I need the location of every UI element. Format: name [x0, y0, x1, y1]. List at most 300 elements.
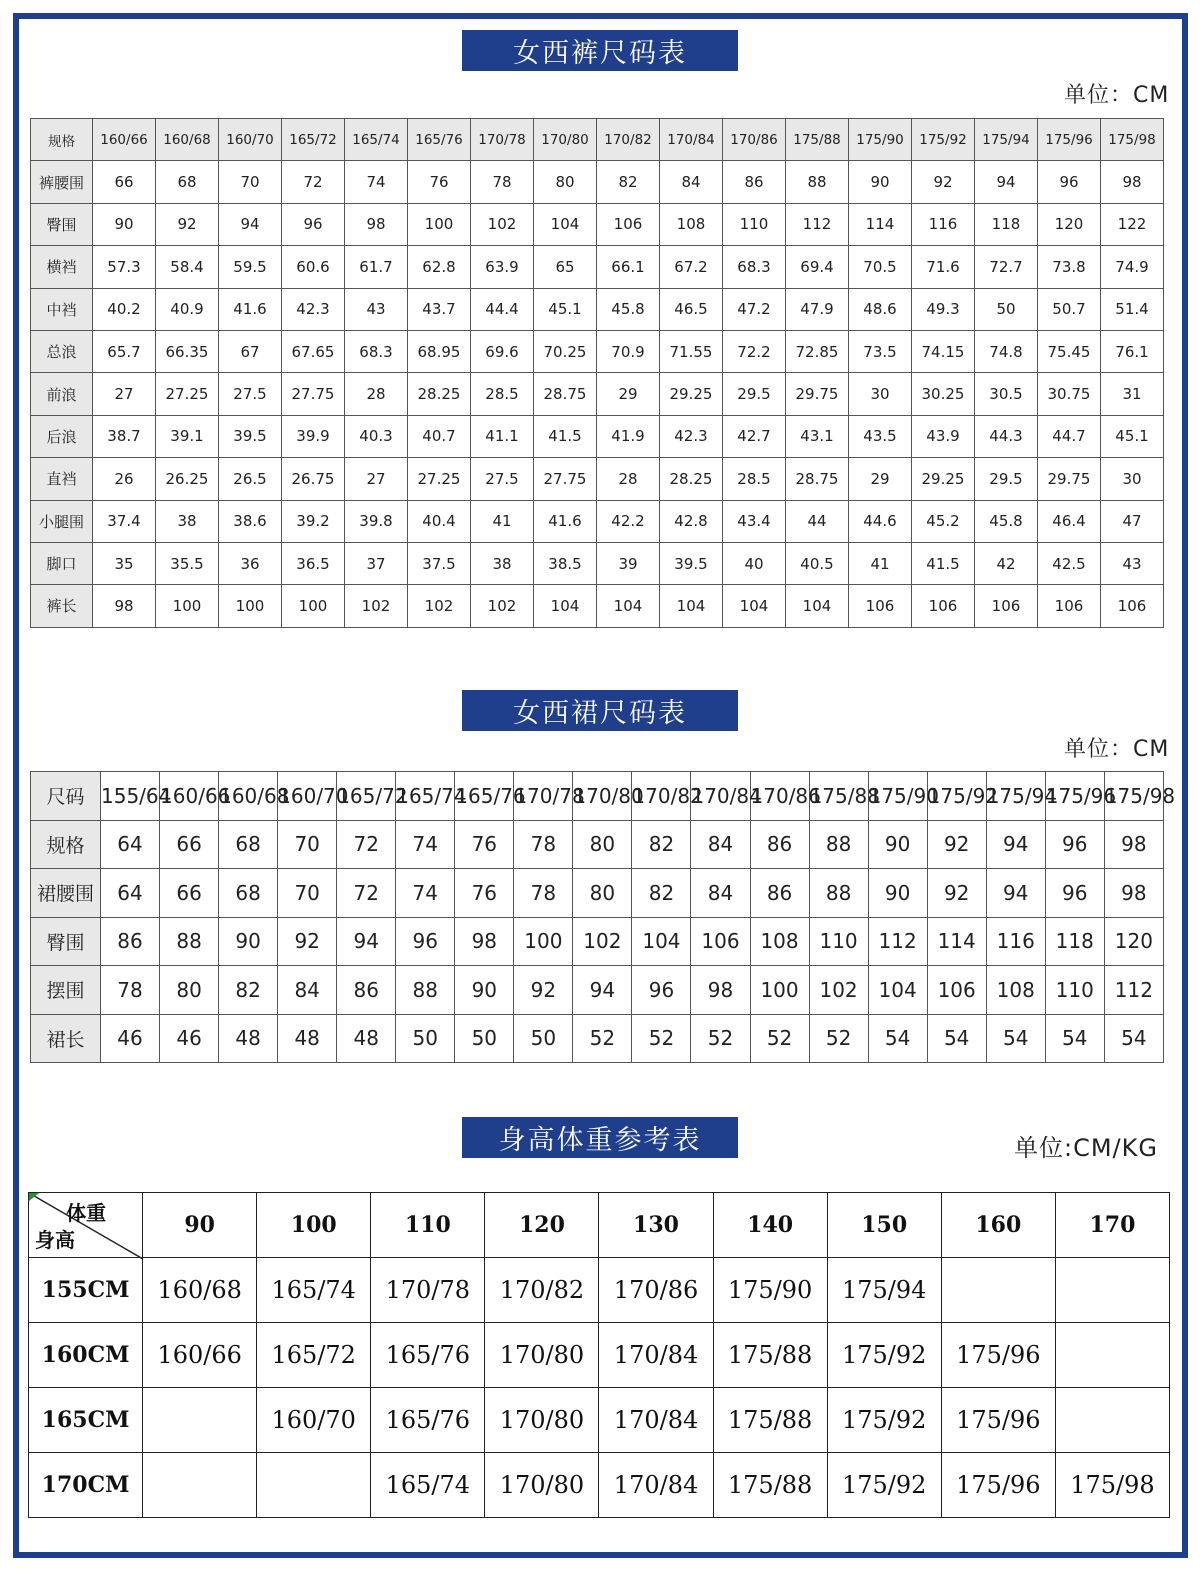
table-cell: 104: [723, 585, 786, 627]
weight-header: 170: [1055, 1193, 1169, 1258]
table-row: [31, 1014, 1164, 1063]
weight-header: 130: [599, 1193, 713, 1258]
table-cell: 110: [1045, 966, 1104, 1015]
table-cell: 29.25: [660, 373, 723, 415]
table-cell: 43: [345, 288, 408, 330]
height-label: 155CM: [29, 1258, 143, 1323]
table-cell: 29.75: [1038, 458, 1101, 500]
table-cell: 102: [809, 966, 868, 1015]
table-cell: 112: [1104, 966, 1163, 1015]
table-cell: [143, 1388, 257, 1453]
table-cell: 74.15: [912, 330, 975, 372]
row-label: 前浪: [31, 373, 93, 415]
table-cell: 165/74: [371, 1453, 485, 1518]
table-cell: 82: [632, 820, 691, 869]
table-cell: 44: [786, 500, 849, 542]
size-header: 160/68: [156, 119, 219, 161]
table-cell: 175/88: [713, 1388, 827, 1453]
table-cell: 76.1: [1101, 330, 1164, 372]
size-header: 165/74: [345, 119, 408, 161]
table-header-row: [31, 119, 1164, 161]
table-cell: 104: [632, 917, 691, 966]
table-cell: 84: [691, 820, 750, 869]
table-cell: 29: [597, 373, 660, 415]
table-row: [31, 585, 1164, 627]
table-cell: 28.5: [471, 373, 534, 415]
table-cell: 116: [986, 917, 1045, 966]
table-cell: 30.25: [912, 373, 975, 415]
table-cell: 80: [573, 820, 632, 869]
size-header: 170/84: [660, 119, 723, 161]
table-cell: 108: [660, 203, 723, 245]
table-cell: 76: [408, 161, 471, 203]
table-cell: 106: [849, 585, 912, 627]
table-cell: 100: [156, 585, 219, 627]
table-cell: 39.2: [282, 500, 345, 542]
table-cell: 88: [160, 917, 219, 966]
table-cell: 94: [986, 869, 1045, 918]
size-header: 170/78: [514, 772, 573, 821]
table-cell: 61.7: [345, 246, 408, 288]
table-cell: 40.9: [156, 288, 219, 330]
row-label: 规格: [31, 820, 101, 869]
table-cell: 42.5: [1038, 542, 1101, 584]
table-cell: 80: [573, 869, 632, 918]
table-cell: 68.3: [723, 246, 786, 288]
table-cell: 106: [1038, 585, 1101, 627]
table-cell: 71.6: [912, 246, 975, 288]
table-cell: 92: [278, 917, 337, 966]
table-cell: 28.75: [786, 458, 849, 500]
table-cell: 170/80: [485, 1323, 599, 1388]
table-cell: 92: [156, 203, 219, 245]
table-cell: 78: [514, 820, 573, 869]
table-cell: 31: [1101, 373, 1164, 415]
table-cell: 96: [1038, 161, 1101, 203]
table-row: [31, 373, 1164, 415]
table-cell: 37.5: [408, 542, 471, 584]
table-cell: 86: [723, 161, 786, 203]
table-cell: 90: [455, 966, 514, 1015]
table-cell: 94: [337, 917, 396, 966]
table-cell: 100: [408, 203, 471, 245]
table-cell: 78: [101, 966, 160, 1015]
table-cell: 50: [514, 1014, 573, 1063]
size-header: 165/72: [337, 772, 396, 821]
table-cell: 72: [337, 820, 396, 869]
size-header: 155/64: [101, 772, 160, 821]
table-cell: 44.3: [975, 415, 1038, 457]
table-cell: 92: [912, 161, 975, 203]
table-cell: 104: [534, 585, 597, 627]
table-cell: 42.8: [660, 500, 723, 542]
table-cell: 27.25: [156, 373, 219, 415]
table-cell: 27: [93, 373, 156, 415]
table-cell: 38: [156, 500, 219, 542]
table-cell: 52: [632, 1014, 691, 1063]
size-header: 170/86: [750, 772, 809, 821]
table-cell: 44.6: [849, 500, 912, 542]
size-header: 170/82: [632, 772, 691, 821]
table-cell: 37: [345, 542, 408, 584]
table-cell: 45.8: [975, 500, 1038, 542]
table-cell: 44.7: [1038, 415, 1101, 457]
table-cell: 52: [573, 1014, 632, 1063]
row-label: 总浪: [31, 330, 93, 372]
table-cell: 42.7: [723, 415, 786, 457]
table-cell: 66: [160, 869, 219, 918]
table-cell: 120: [1038, 203, 1101, 245]
table-cell: 45.1: [534, 288, 597, 330]
table-cell: 165/72: [257, 1323, 371, 1388]
table-cell: 43: [1101, 542, 1164, 584]
table-cell: 35: [93, 542, 156, 584]
table-cell: 90: [868, 869, 927, 918]
table-cell: 62.8: [408, 246, 471, 288]
table-row: [31, 542, 1164, 584]
table-cell: 43.4: [723, 500, 786, 542]
table-row: [31, 246, 1164, 288]
table-cell: 120: [1104, 917, 1163, 966]
table-cell: 42.3: [282, 288, 345, 330]
table-cell: 82: [632, 869, 691, 918]
size-header: 170/80: [573, 772, 632, 821]
table-cell: 98: [1104, 820, 1163, 869]
table-row: [31, 820, 1164, 869]
table-row: [31, 288, 1164, 330]
table-cell: 69.4: [786, 246, 849, 288]
table-cell: 74.9: [1101, 246, 1164, 288]
table-cell: [143, 1453, 257, 1518]
table-cell: 28.25: [660, 458, 723, 500]
table-cell: 46: [160, 1014, 219, 1063]
table-cell: 175/92: [827, 1388, 941, 1453]
table-row: [31, 966, 1164, 1015]
table-cell: 70.9: [597, 330, 660, 372]
size-header: 175/96: [1045, 772, 1104, 821]
table-cell: 38: [471, 542, 534, 584]
table-cell: 27.5: [219, 373, 282, 415]
size-header: 170/78: [471, 119, 534, 161]
table-cell: 26.5: [219, 458, 282, 500]
size-header: 170/82: [597, 119, 660, 161]
table-cell: 102: [471, 585, 534, 627]
table-cell: [1055, 1388, 1169, 1453]
table-cell: 41.6: [219, 288, 282, 330]
size-header: 175/90: [868, 772, 927, 821]
size-header: 175/88: [809, 772, 868, 821]
row-label: 横裆: [31, 246, 93, 288]
size-header: 175/94: [986, 772, 1045, 821]
table-cell: 118: [1045, 917, 1104, 966]
table-cell: 175/96: [941, 1323, 1055, 1388]
table-cell: 165/76: [371, 1323, 485, 1388]
table-cell: 37.4: [93, 500, 156, 542]
table-cell: 88: [809, 869, 868, 918]
table-cell: 92: [514, 966, 573, 1015]
weight-header: 140: [713, 1193, 827, 1258]
table-cell: 74: [396, 869, 455, 918]
table-cell: 98: [455, 917, 514, 966]
table-cell: 68: [219, 820, 278, 869]
table-row: [31, 161, 1164, 203]
height-label: 160CM: [29, 1323, 143, 1388]
table-cell: 160/66: [143, 1323, 257, 1388]
size-header: 170/80: [534, 119, 597, 161]
pants-size-table: [30, 118, 1164, 628]
table-cell: 118: [975, 203, 1038, 245]
table-cell: 67.65: [282, 330, 345, 372]
table-cell: 70: [219, 161, 282, 203]
table-cell: 94: [573, 966, 632, 1015]
table-cell: 47: [1101, 500, 1164, 542]
table-cell: 114: [927, 917, 986, 966]
table-cell: 45.1: [1101, 415, 1164, 457]
table-cell: 40.4: [408, 500, 471, 542]
table-header-row: [31, 772, 1164, 821]
table-cell: 41.6: [534, 500, 597, 542]
table-cell: 102: [408, 585, 471, 627]
table-cell: 92: [927, 820, 986, 869]
table-cell: 30: [849, 373, 912, 415]
table-cell: 175/96: [941, 1453, 1055, 1518]
table-cell: 74: [396, 820, 455, 869]
table-cell: [1055, 1323, 1169, 1388]
table-cell: 70.5: [849, 246, 912, 288]
table-cell: 28.25: [408, 373, 471, 415]
weight-header: 150: [827, 1193, 941, 1258]
table-cell: 102: [573, 917, 632, 966]
table-cell: 67.2: [660, 246, 723, 288]
table-cell: 175/96: [941, 1388, 1055, 1453]
table-cell: 165/74: [257, 1258, 371, 1323]
table-cell: 63.9: [471, 246, 534, 288]
corner-cell: [29, 1193, 143, 1258]
table-cell: 27: [345, 458, 408, 500]
table-cell: 74.8: [975, 330, 1038, 372]
table-cell: 112: [868, 917, 927, 966]
table-cell: [257, 1453, 371, 1518]
table-cell: 170/84: [599, 1453, 713, 1518]
table-cell: 59.5: [219, 246, 282, 288]
table-cell: 42.3: [660, 415, 723, 457]
table-cell: 66.35: [156, 330, 219, 372]
table-row: [31, 500, 1164, 542]
size-header: 175/98: [1101, 119, 1164, 161]
size-header: 170/84: [691, 772, 750, 821]
table-cell: 28.5: [723, 458, 786, 500]
size-header: 165/76: [408, 119, 471, 161]
table-cell: 106: [1101, 585, 1164, 627]
table-cell: 72: [282, 161, 345, 203]
table-cell: 104: [597, 585, 660, 627]
table-cell: 26.75: [282, 458, 345, 500]
table-cell: 29.5: [723, 373, 786, 415]
table-cell: 29.25: [912, 458, 975, 500]
table-cell: 170/86: [599, 1258, 713, 1323]
size-header: 165/76: [455, 772, 514, 821]
size-header: 160/70: [219, 119, 282, 161]
table-cell: [941, 1258, 1055, 1323]
table-cell: 45.2: [912, 500, 975, 542]
table-cell: [1055, 1258, 1169, 1323]
table-cell: 40.3: [345, 415, 408, 457]
table-cell: 110: [809, 917, 868, 966]
table-cell: 104: [660, 585, 723, 627]
table-cell: 43.1: [786, 415, 849, 457]
row-label: 后浪: [31, 415, 93, 457]
table-cell: 175/94: [827, 1258, 941, 1323]
weight-header: 100: [257, 1193, 371, 1258]
table-cell: 100: [282, 585, 345, 627]
table-cell: 54: [868, 1014, 927, 1063]
table-row: [29, 1323, 1170, 1388]
table-cell: 39: [597, 542, 660, 584]
table-cell: 84: [691, 869, 750, 918]
table-cell: 41.9: [597, 415, 660, 457]
height-label: 165CM: [29, 1388, 143, 1453]
table-cell: 75.45: [1038, 330, 1101, 372]
size-header: 175/96: [1038, 119, 1101, 161]
table-cell: 96: [1045, 820, 1104, 869]
table-cell: 40.7: [408, 415, 471, 457]
table-cell: 42.2: [597, 500, 660, 542]
table-cell: 46: [101, 1014, 160, 1063]
table-cell: 27.75: [534, 458, 597, 500]
row-label: 脚口: [31, 542, 93, 584]
table-cell: 43.7: [408, 288, 471, 330]
table-cell: 96: [282, 203, 345, 245]
table-cell: 108: [986, 966, 1045, 1015]
row-label: 裙长: [31, 1014, 101, 1063]
table-cell: 38.5: [534, 542, 597, 584]
table-cell: 106: [975, 585, 1038, 627]
table-cell: 49.3: [912, 288, 975, 330]
table-cell: 70: [278, 869, 337, 918]
table-cell: 160/70: [257, 1388, 371, 1453]
table-cell: 92: [927, 869, 986, 918]
table-cell: 175/92: [827, 1323, 941, 1388]
table-cell: 47.9: [786, 288, 849, 330]
table-cell: 94: [219, 203, 282, 245]
table-row: [31, 203, 1164, 245]
size-header: 170/86: [723, 119, 786, 161]
table-cell: 94: [975, 161, 1038, 203]
table-cell: 102: [471, 203, 534, 245]
table-cell: 35.5: [156, 542, 219, 584]
table-cell: 102: [345, 585, 408, 627]
table-cell: 86: [337, 966, 396, 1015]
table-cell: 170/80: [485, 1388, 599, 1453]
table-cell: 50: [396, 1014, 455, 1063]
table-cell: 88: [786, 161, 849, 203]
table-cell: 65.7: [93, 330, 156, 372]
table-cell: 39.5: [660, 542, 723, 584]
size-header: 175/94: [975, 119, 1038, 161]
table-cell: 96: [632, 966, 691, 1015]
table-cell: 170/78: [371, 1258, 485, 1323]
table-cell: 104: [786, 585, 849, 627]
table-cell: 70.25: [534, 330, 597, 372]
table-cell: 112: [786, 203, 849, 245]
size-header: 160/68: [219, 772, 278, 821]
table-cell: 73.5: [849, 330, 912, 372]
pants-title: 女西裤尺码表: [462, 30, 738, 71]
table-row: [31, 330, 1164, 372]
row-label: 尺码: [31, 772, 101, 821]
table-cell: 90: [849, 161, 912, 203]
table-cell: 98: [691, 966, 750, 1015]
table-cell: 43.9: [912, 415, 975, 457]
table-cell: 26.25: [156, 458, 219, 500]
table-cell: 39.1: [156, 415, 219, 457]
table-cell: 40: [723, 542, 786, 584]
size-header: 175/92: [927, 772, 986, 821]
skirt-size-table: [30, 771, 1176, 1063]
table-cell: 43.5: [849, 415, 912, 457]
corner-weight-label: 体重: [66, 1201, 107, 1225]
size-header: 175/90: [849, 119, 912, 161]
size-header: 160/70: [278, 772, 337, 821]
table-cell: 66: [160, 820, 219, 869]
table-cell: 30.5: [975, 373, 1038, 415]
table-cell: 72.85: [786, 330, 849, 372]
table-cell: 69.6: [471, 330, 534, 372]
size-header: 160/66: [160, 772, 219, 821]
table-cell: 66: [93, 161, 156, 203]
table-cell: 106: [691, 917, 750, 966]
table-cell: 39.5: [219, 415, 282, 457]
table-header-row: [29, 1193, 1170, 1258]
table-cell: 88: [809, 820, 868, 869]
table-cell: 170/84: [599, 1323, 713, 1388]
size-header: 165/74: [396, 772, 455, 821]
row-label: 规格: [31, 119, 93, 161]
table-cell: 122: [1101, 203, 1164, 245]
table-cell: 86: [750, 820, 809, 869]
table-cell: 90: [868, 820, 927, 869]
table-cell: 74: [345, 161, 408, 203]
table-cell: 72.2: [723, 330, 786, 372]
table-cell: 54: [1045, 1014, 1104, 1063]
table-cell: 48: [337, 1014, 396, 1063]
table-row: [29, 1453, 1170, 1518]
table-cell: 54: [1104, 1014, 1163, 1063]
table-cell: 41.1: [471, 415, 534, 457]
table-cell: 50: [975, 288, 1038, 330]
table-cell: 36.5: [282, 542, 345, 584]
table-cell: 64: [101, 869, 160, 918]
table-cell: 58.4: [156, 246, 219, 288]
table-cell: 175/92: [827, 1453, 941, 1518]
table-cell: 38.6: [219, 500, 282, 542]
table-cell: 41.5: [534, 415, 597, 457]
table-cell: 28: [597, 458, 660, 500]
table-cell: 50.7: [1038, 288, 1101, 330]
row-label: 臀围: [31, 917, 101, 966]
row-label: 摆围: [31, 966, 101, 1015]
table-cell: 64: [101, 820, 160, 869]
table-cell: 98: [1104, 869, 1163, 918]
size-header: 175/88: [786, 119, 849, 161]
size-header: 160/66: [93, 119, 156, 161]
weight-header: 160: [941, 1193, 1055, 1258]
table-cell: 73.8: [1038, 246, 1101, 288]
table-cell: 51.4: [1101, 288, 1164, 330]
row-label: 小腿围: [31, 500, 93, 542]
size-header: 175/92: [912, 119, 975, 161]
table-cell: 50: [455, 1014, 514, 1063]
